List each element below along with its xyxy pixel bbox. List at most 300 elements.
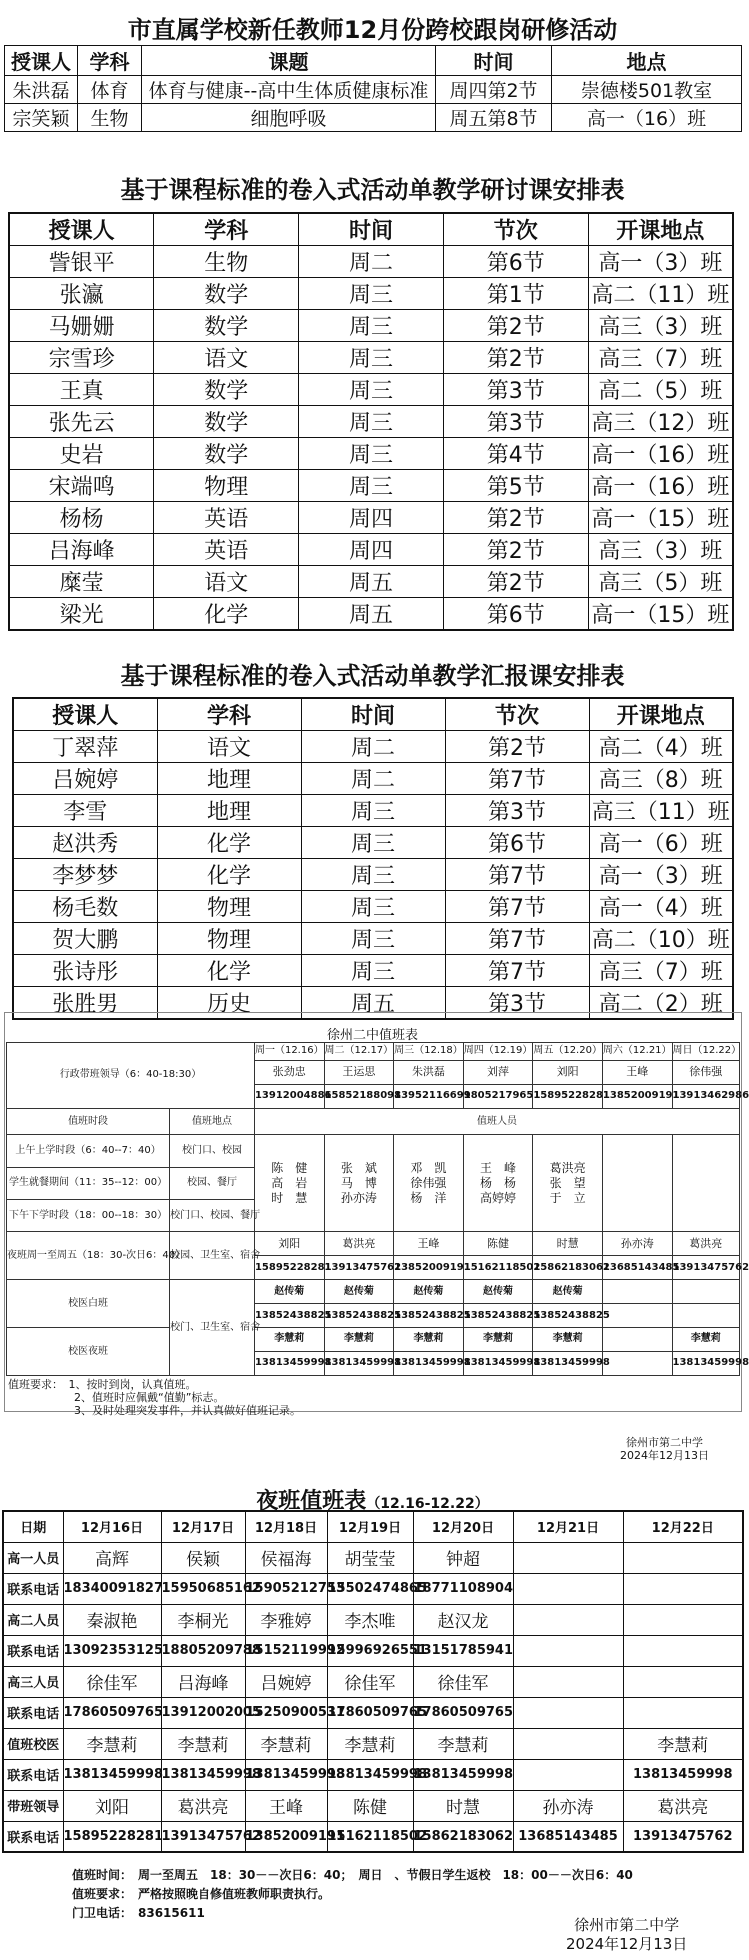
- table-row: [13, 763, 733, 795]
- period-time: 上午上学时段（6：40--7：40）: [7, 1135, 170, 1167]
- column-header: 学科: [78, 46, 142, 76]
- table-row: [7, 1043, 740, 1061]
- period-place: 校门口、校园: [170, 1135, 255, 1167]
- table-row: [13, 859, 733, 891]
- staff-name: 吕海峰: [161, 1666, 245, 1697]
- staff-name: 李雅婷: [245, 1604, 327, 1635]
- empty-cell: [602, 1328, 672, 1352]
- table-row: [3, 1511, 743, 1542]
- table-cell: 周三: [301, 795, 445, 827]
- phone-number: 13813459998: [623, 1759, 743, 1790]
- table-cell: 地理: [157, 763, 301, 795]
- table-cell: 高一（16）班: [552, 104, 742, 132]
- table-cell: 周三: [301, 923, 445, 955]
- table-cell: 高一（15）班: [588, 502, 733, 534]
- sign-date: 2024年12月13日: [620, 1449, 709, 1462]
- phone-number: [513, 1759, 623, 1790]
- date-header: 12月21日: [513, 1511, 623, 1542]
- table-cell: 语文: [154, 342, 299, 374]
- phone-number: [513, 1697, 623, 1728]
- leader-phone: 13912004886: [254, 1084, 324, 1108]
- phone-number: 15502474865: [327, 1573, 413, 1604]
- table-cell: 周三: [299, 278, 444, 310]
- leader-phone: 15895228281: [533, 1084, 603, 1108]
- night-phone: 13685143485: [602, 1256, 672, 1280]
- phone-number: 13813459998: [327, 1759, 413, 1790]
- table-cell: 数学: [154, 310, 299, 342]
- staff-name: 李慧莉: [327, 1728, 413, 1759]
- night-name: 葛洪亮: [324, 1232, 394, 1256]
- leader-name: 刘萍: [463, 1060, 533, 1084]
- leader-phone: 13952116699: [394, 1084, 464, 1108]
- table-cell: 杨毛数: [13, 891, 157, 923]
- table-cell: 化学: [157, 955, 301, 987]
- table-cell: 周三: [301, 955, 445, 987]
- day-header: 周五（12.20）: [533, 1043, 603, 1061]
- phone-number: 18340091827: [63, 1573, 161, 1604]
- staff-name: 李慧莉: [161, 1728, 245, 1759]
- doctor-phone: 13852438825: [463, 1304, 533, 1328]
- table-cell: 周二: [301, 731, 445, 763]
- table-cell: 第7节: [445, 955, 589, 987]
- table-cell: 英语: [154, 534, 299, 566]
- row-label: 高三人员: [3, 1666, 63, 1697]
- table-cell: 李雪: [13, 795, 157, 827]
- table-cell: 第7节: [445, 923, 589, 955]
- table-cell: 张胜男: [13, 987, 157, 1020]
- row-label: 带班领导: [3, 1790, 63, 1821]
- day-header: 周一（12.16）: [254, 1043, 324, 1061]
- phone-number: [513, 1635, 623, 1666]
- staff-name: 李杰唯: [327, 1604, 413, 1635]
- table-cell: 第2节: [445, 731, 589, 763]
- table-cell: 周三: [299, 470, 444, 502]
- night-duty-table: [2, 1510, 744, 1853]
- row-label: 值班校医: [3, 1728, 63, 1759]
- table-cell: 化学: [157, 859, 301, 891]
- table-cell: 高一（15）班: [588, 598, 733, 631]
- staff-name: [623, 1666, 743, 1697]
- phone-number: 13685143485: [513, 1821, 623, 1852]
- table-cell: 丁翠萍: [13, 731, 157, 763]
- leader-name: 王峰: [602, 1060, 672, 1084]
- column-header: 课题: [142, 46, 436, 76]
- phone-number: 13852009191: [245, 1821, 327, 1852]
- phone-number: 17860509765: [63, 1697, 161, 1728]
- row-label: 联系电话: [3, 1759, 63, 1790]
- table-cell: 第3节: [445, 987, 589, 1020]
- table-cell: 生物: [78, 104, 142, 132]
- column-header: 节次: [443, 213, 588, 246]
- staff-group: 邓 凯 徐伟强 杨 洋: [394, 1135, 464, 1232]
- footer-line: 门卫电话： 83615611: [72, 1906, 205, 1920]
- table-row: [3, 1697, 743, 1728]
- table-cell: 第6节: [443, 598, 588, 631]
- phone-number: 15895228281: [63, 1821, 161, 1852]
- staff-name: 刘阳: [63, 1790, 161, 1821]
- doctor-phone: 13852438825: [254, 1304, 324, 1328]
- section3-title: 基于课程标准的卷入式活动单教学汇报课安排表: [120, 662, 625, 690]
- date-header: 12月22日: [623, 1511, 743, 1542]
- table-row: [3, 1573, 743, 1604]
- table-cell: 周二: [299, 246, 444, 278]
- section2-title: 基于课程标准的卷入式活动单教学研讨课安排表: [120, 176, 625, 204]
- table-row: [13, 731, 733, 763]
- phone-number: 13813459998: [161, 1759, 245, 1790]
- staff-name: 王峰: [245, 1790, 327, 1821]
- night-phone: 15862183062: [533, 1256, 603, 1280]
- doctor-name: 赵传菊: [533, 1280, 603, 1304]
- table-cell: 高一（3）班: [588, 246, 733, 278]
- table-cell: 数学: [154, 438, 299, 470]
- table-cell: 朱洪磊: [5, 76, 78, 104]
- table-cell: 周三: [299, 406, 444, 438]
- time-label: 值班时段: [7, 1108, 170, 1134]
- empty-cell: [602, 1304, 672, 1328]
- staff-name: 秦淑艳: [63, 1604, 161, 1635]
- campus-place: 校门、卫生室、宿舍: [170, 1280, 255, 1376]
- table-cell: 化学: [157, 827, 301, 859]
- leader-name: 张劲忠: [254, 1060, 324, 1084]
- period-place: 校门口、校园、餐厅: [170, 1199, 255, 1231]
- phone-number: [623, 1697, 743, 1728]
- phone-number: 13151785941: [413, 1635, 513, 1666]
- table-cell: 高一（16）班: [588, 438, 733, 470]
- table-cell: 高二（11）班: [588, 278, 733, 310]
- phone-number: 15250900531: [245, 1697, 327, 1728]
- phone-number: 18805209788: [161, 1635, 245, 1666]
- day-header: 周日（12.22）: [672, 1043, 739, 1061]
- night-name: 陈健: [463, 1232, 533, 1256]
- staff-name: 吕婉婷: [245, 1666, 327, 1697]
- empty-cell: [672, 1280, 739, 1304]
- table-cell: 吕海峰: [9, 534, 154, 566]
- table-cell: 第2节: [443, 502, 588, 534]
- row-label: 高二人员: [3, 1604, 63, 1635]
- campus-label: 校医白班: [7, 1280, 170, 1328]
- table-cell: 周三: [299, 438, 444, 470]
- table-cell: 物理: [154, 470, 299, 502]
- table-cell: 高三（5）班: [588, 566, 733, 598]
- date-header: 12月16日: [63, 1511, 161, 1542]
- leader-name: 王运思: [324, 1060, 394, 1084]
- table-cell: 高一（4）班: [589, 891, 733, 923]
- table-cell: 数学: [154, 374, 299, 406]
- table-cell: 周四第2节: [436, 76, 552, 104]
- doctor-phone: 13852438825: [324, 1304, 394, 1328]
- leader-phone: 13852009191: [602, 1084, 672, 1108]
- table-cell: 杨杨: [9, 502, 154, 534]
- place-label: 值班地点: [170, 1108, 255, 1134]
- table-cell: 糜莹: [9, 566, 154, 598]
- leader-name: 徐伟强: [672, 1060, 739, 1084]
- table-row: [7, 1280, 740, 1304]
- staff-name: [623, 1604, 743, 1635]
- table-cell: 周五第8节: [436, 104, 552, 132]
- night-phone: 13852009191: [394, 1256, 464, 1280]
- table-cell: 高二（10）班: [589, 923, 733, 955]
- table-row: [3, 1604, 743, 1635]
- day-header: 周六（12.21）: [602, 1043, 672, 1061]
- row-label: 联系电话: [3, 1635, 63, 1666]
- night-place: 校园、卫生室、宿舍: [170, 1232, 255, 1280]
- table-cell: 生物: [154, 246, 299, 278]
- doctor-name: 赵传菊: [324, 1280, 394, 1304]
- footer-line: 值班时间： 周一至周五 18：30－－次日6：40； 周日 、节假日学生返校 18：00－－次日6：40: [72, 1868, 633, 1882]
- phone-number: 15162118502: [327, 1821, 413, 1852]
- staff-name: 侯颖: [161, 1542, 245, 1573]
- staff-name: 李慧莉: [63, 1728, 161, 1759]
- night-name: 刘阳: [254, 1232, 324, 1256]
- table-cell: 高三（3）班: [588, 310, 733, 342]
- doctor-phone: 13852438825: [394, 1304, 464, 1328]
- phone-number: 18771108904: [413, 1573, 513, 1604]
- table-cell: 物理: [157, 923, 301, 955]
- section5-subtitle: （12.16-12.22）: [366, 1496, 489, 1512]
- table-row: [7, 1135, 740, 1167]
- table-cell: 第6节: [445, 827, 589, 859]
- staff-label: 值班人员: [254, 1108, 739, 1134]
- doctor-name: 赵传菊: [254, 1280, 324, 1304]
- duty-note: 3、及时处理突发事件，并认真做好值班记录。: [8, 1404, 301, 1417]
- table-cell: 第7节: [445, 891, 589, 923]
- phone-number: 15996926551: [327, 1635, 413, 1666]
- table-cell: 物理: [157, 891, 301, 923]
- doctor-name: 李慧莉: [324, 1328, 394, 1352]
- empty-cell: [602, 1280, 672, 1304]
- leader-label: 行政带班领导（6：40-18:30）: [7, 1043, 255, 1109]
- phone-number: 15152119992: [245, 1635, 327, 1666]
- phone-number: 13913475762: [623, 1821, 743, 1852]
- empty-cell: [602, 1135, 672, 1232]
- table-cell: 高二（5）班: [588, 374, 733, 406]
- staff-name: 孙亦涛: [513, 1790, 623, 1821]
- phone-number: 13813459998: [413, 1759, 513, 1790]
- table-row: [3, 1759, 743, 1790]
- staff-name: 钟超: [413, 1542, 513, 1573]
- phone-number: 15905212753: [245, 1573, 327, 1604]
- table-cell: 第7节: [445, 763, 589, 795]
- period-time: 下午下学时段（18：00--18：30）: [7, 1199, 170, 1231]
- table-cell: 张诗彤: [13, 955, 157, 987]
- table-cell: 王真: [9, 374, 154, 406]
- table-cell: 第2节: [443, 310, 588, 342]
- table-cell: 高三（12）班: [588, 406, 733, 438]
- row-label: 联系电话: [3, 1697, 63, 1728]
- staff-name: [513, 1728, 623, 1759]
- period-time: 学生就餐期间（11：35--12：00）: [7, 1167, 170, 1199]
- table-cell: 周四: [299, 502, 444, 534]
- column-header: 授课人: [5, 46, 78, 76]
- empty-cell: [672, 1304, 739, 1328]
- table-cell: 高三（8）班: [589, 763, 733, 795]
- table-cell: 周三: [301, 891, 445, 923]
- section1-title: 市直属学校新任教师12月份跨校跟岗研修活动: [127, 16, 618, 44]
- table-cell: 第5节: [443, 470, 588, 502]
- night-duty-footer: [72, 1866, 633, 1923]
- duty-roster-table: [6, 1042, 749, 1376]
- table-cell: 第2节: [443, 566, 588, 598]
- table-cell: 高三（7）班: [588, 342, 733, 374]
- section3-table: [12, 697, 734, 1020]
- leader-phone: 13913462986: [672, 1084, 739, 1108]
- night-phone: 15162118502: [463, 1256, 533, 1280]
- staff-name: 侯福海: [245, 1542, 327, 1573]
- doctor-name: 赵传菊: [463, 1280, 533, 1304]
- table-cell: 訾银平: [9, 246, 154, 278]
- staff-name: [513, 1604, 623, 1635]
- phone-number: 13092353125: [63, 1635, 161, 1666]
- table-cell: 第2节: [443, 534, 588, 566]
- table-row: [3, 1635, 743, 1666]
- staff-name: 葛洪亮: [623, 1790, 743, 1821]
- table-cell: 高二（4）班: [589, 731, 733, 763]
- staff-name: 李慧莉: [245, 1728, 327, 1759]
- section5-title: 夜班值班表: [256, 1489, 367, 1514]
- doctor-phone: 13813459998: [394, 1351, 464, 1375]
- doctor-phone: 13813459998: [533, 1351, 603, 1375]
- date-header: 12月19日: [327, 1511, 413, 1542]
- staff-name: [623, 1542, 743, 1573]
- section-night-duty: [0, 1478, 745, 1960]
- doctor-phone: 13813459998: [254, 1351, 324, 1375]
- night-label: 夜班周一至周五（18：30-次日6：40）: [7, 1232, 170, 1280]
- row-label: 联系电话: [3, 1821, 63, 1852]
- phone-number: 13813459998: [245, 1759, 327, 1790]
- table-cell: 李梦梦: [13, 859, 157, 891]
- night-name: 孙亦涛: [602, 1232, 672, 1256]
- table-cell: 高三（7）班: [589, 955, 733, 987]
- table-cell: 周五: [299, 566, 444, 598]
- date-header: 12月17日: [161, 1511, 245, 1542]
- night-phone: 13913475762: [672, 1256, 739, 1280]
- table-cell: 周四: [299, 534, 444, 566]
- column-header: 授课人: [13, 698, 157, 731]
- table-cell: 高一（3）班: [589, 859, 733, 891]
- duty-note: 2、值班时应佩戴“值勤”标志。: [8, 1391, 225, 1404]
- sign-org: 徐州市第二中学: [626, 1436, 703, 1449]
- table-cell: 第3节: [443, 374, 588, 406]
- row-label: 高一人员: [3, 1542, 63, 1573]
- doctor-name: 李慧莉: [394, 1328, 464, 1352]
- sign-org: 徐州市第二中学: [574, 1916, 680, 1934]
- staff-name: 胡莹莹: [327, 1542, 413, 1573]
- doctor-phone: 13813459998: [672, 1351, 739, 1375]
- duty-note: 值班要求： 1、按时到岗，认真值班。: [8, 1378, 197, 1391]
- table-cell: 崇德楼501教室: [552, 76, 742, 104]
- staff-name: 李慧莉: [413, 1728, 513, 1759]
- staff-group: 张 斌 马 博 孙亦涛: [324, 1135, 394, 1232]
- date-label: 日期: [3, 1511, 63, 1542]
- table-cell: 宗笑颖: [5, 104, 78, 132]
- doctor-name: 赵传菊: [394, 1280, 464, 1304]
- table-cell: 高一（16）班: [588, 470, 733, 502]
- night-signature: [566, 1916, 687, 1954]
- table-cell: 周三: [301, 827, 445, 859]
- table-cell: 高三（11）班: [589, 795, 733, 827]
- duty-notes: [8, 1378, 301, 1417]
- table-cell: 语文: [157, 731, 301, 763]
- table-row: [3, 1821, 743, 1852]
- staff-name: 徐佳军: [63, 1666, 161, 1697]
- table-cell: 梁光: [9, 598, 154, 631]
- footer-line: 值班要求： 严格按照晚自修值班教师职责执行。: [72, 1887, 331, 1901]
- duty-signature: [620, 1436, 709, 1462]
- day-header: 周四（12.19）: [463, 1043, 533, 1061]
- table-cell: 第1节: [443, 278, 588, 310]
- leader-phone: 18052179651: [463, 1084, 533, 1108]
- table-row: [7, 1232, 740, 1256]
- staff-name: 徐佳军: [327, 1666, 413, 1697]
- empty-cell: [602, 1351, 672, 1375]
- phone-number: 13912002005: [161, 1697, 245, 1728]
- table-row: [3, 1666, 743, 1697]
- column-header: 开课地点: [588, 213, 733, 246]
- column-header: 时间: [301, 698, 445, 731]
- staff-name: 陈健: [327, 1790, 413, 1821]
- table-row: [13, 955, 733, 987]
- table-cell: 史岩: [9, 438, 154, 470]
- table-cell: 数学: [154, 406, 299, 438]
- phone-number: 15862183062: [413, 1821, 513, 1852]
- table-row: [3, 1790, 743, 1821]
- staff-name: 时慧: [413, 1790, 513, 1821]
- table-cell: 宋端鸣: [9, 470, 154, 502]
- doctor-name: 李慧莉: [672, 1328, 739, 1352]
- table-cell: 英语: [154, 502, 299, 534]
- doctor-name: 李慧莉: [254, 1328, 324, 1352]
- table-cell: 周五: [301, 987, 445, 1020]
- table-cell: 细胞呼吸: [142, 104, 436, 132]
- phone-number: 13913475762: [161, 1821, 245, 1852]
- table-cell: 地理: [157, 795, 301, 827]
- column-header: 地点: [552, 46, 742, 76]
- night-phone: 15895228281: [254, 1256, 324, 1280]
- doctor-name: 李慧莉: [533, 1328, 603, 1352]
- table-cell: 高二（2）班: [589, 987, 733, 1020]
- night-phone: 13913475762: [324, 1256, 394, 1280]
- phone-number: [513, 1573, 623, 1604]
- table-cell: 第2节: [443, 342, 588, 374]
- staff-name: [513, 1542, 623, 1573]
- table-cell: 第3节: [443, 406, 588, 438]
- row-label: 联系电话: [3, 1573, 63, 1604]
- staff-group: 王 峰 杨 杨 高婷婷: [463, 1135, 533, 1232]
- table-cell: 周三: [299, 374, 444, 406]
- table-cell: 第6节: [443, 246, 588, 278]
- column-header: 时间: [436, 46, 552, 76]
- doctor-phone: 13852438825: [533, 1304, 603, 1328]
- staff-name: 李慧莉: [623, 1728, 743, 1759]
- doctor-phone: 13813459998: [324, 1351, 394, 1375]
- night-name: 时慧: [533, 1232, 603, 1256]
- table-row: [3, 1728, 743, 1759]
- leader-phone: 15852188098: [324, 1084, 394, 1108]
- table-cell: 第4节: [443, 438, 588, 470]
- table-row: [13, 923, 733, 955]
- date-header: 12月20日: [413, 1511, 513, 1542]
- date-header: 12月18日: [245, 1511, 327, 1542]
- table-cell: 张瀛: [9, 278, 154, 310]
- table-cell: 体育: [78, 76, 142, 104]
- column-header: 开课地点: [589, 698, 733, 731]
- sign-date: 2024年12月13日: [566, 1935, 688, 1953]
- column-header: 学科: [157, 698, 301, 731]
- column-header: 授课人: [9, 213, 154, 246]
- table-cell: 数学: [154, 278, 299, 310]
- table-cell: 周五: [299, 598, 444, 631]
- phone-number: 13813459998: [63, 1759, 161, 1790]
